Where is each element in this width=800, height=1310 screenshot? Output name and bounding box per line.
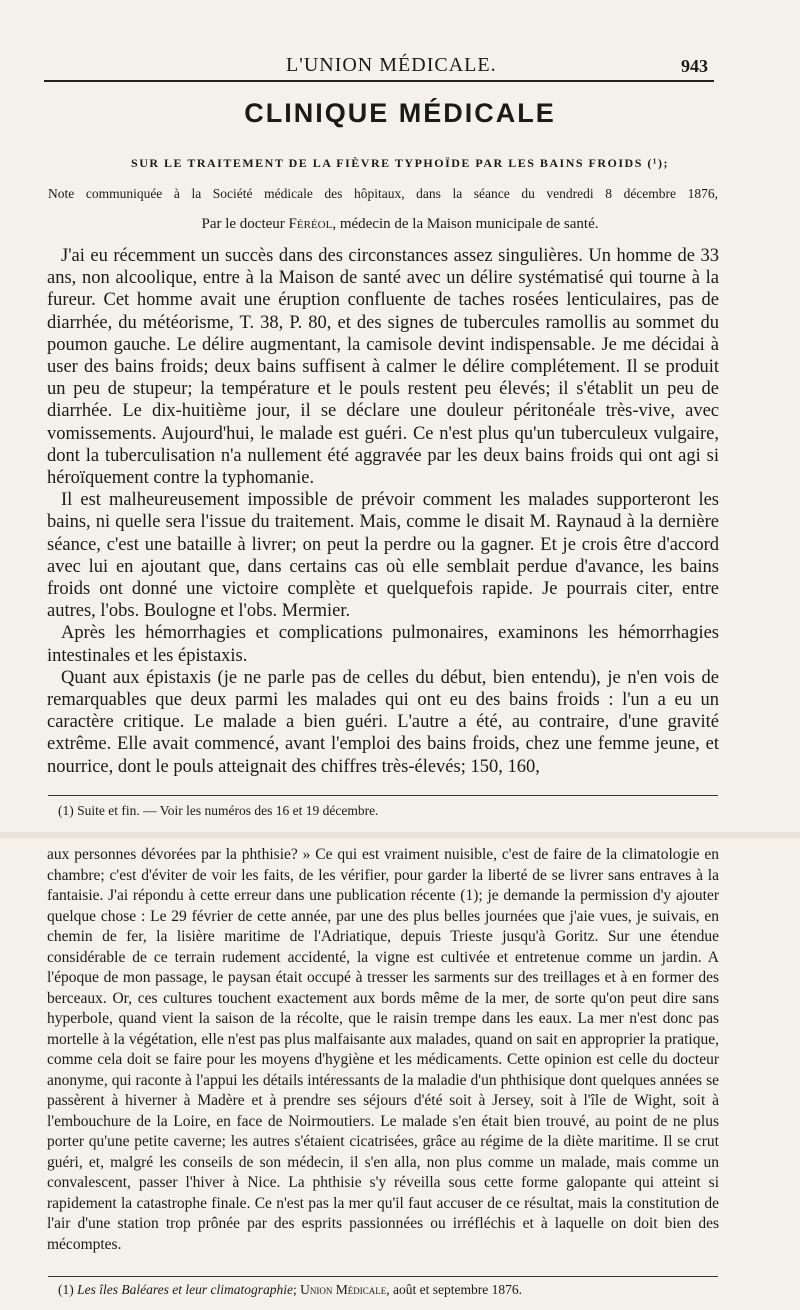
- footnote: (1) Suite et fin. — Voir les numéros des 16 et 19 décembre.: [58, 803, 379, 818]
- author-suffix: , médecin de la Maison municipale de santé.: [332, 216, 599, 232]
- author-prefix: Par le docteur: [201, 216, 285, 232]
- paragraph: J'ai eu récemment un succès dans des circonstances assez singulières. Un homme de 33 ans, non alcoolique, entre à la Maison de santé avec un délire systématisé qui tourne à la fureur. Cet homme avait une éruption confluente de taches rosées lenticulaires, pas de diarrhée, du météorisme, T. 38, P. 80, et des signes de tubercules ramollis au sommet du poumon gauche. Le délire augmentant, la camisole devint indispensable. Je me décidai à user des bains froids; deux bains suffisent à calmer le délire complétement. Il se produit un peu de stupeur; la température et le pouls restent peu élevés; il s'établit un peu de diarrhée. Le dix-huitième jour, il se déclare une douleur péritonéale très-vive, avec vomissements. Aujourd'hui, le malade est guéri. Ce n'est plus qu'un tuberculeux vulgaire, dont la tuberculisation n'a nullement été aggravée par les deux bains froids qui ont agi si héroïquement contre la typhomanie.: [47, 246, 719, 489]
- footnote-2: [58, 1282, 522, 1298]
- paragraph: Il est malheureusement impossible de prévoir comment les malades supporteront les bains, ni quelle sera l'issue du traitement. Mais, comme le disait M. Raynaud à la dernière séance, c'est une bataille à livrer; on peut la perdre ou la gagner. Et je crois être d'accord avec lui en ajoutant que, dans certains cas où elle semblait perdue d'avance, les bains froids ont donné une victoire complète et quelquefois rapide. Je pourrais citer, entre autres, l'obs. Boulogne et l'obs. Mermier.: [47, 490, 719, 622]
- footnote-title: Les îles Baléares et leur climatographie: [77, 1282, 293, 1297]
- page-number: 943: [681, 56, 708, 76]
- author-name: Féréol: [288, 216, 333, 232]
- continuation-text: aux personnes dévorées par la phthisie? » Ce qui est vraiment nuisible, c'est de faire de la climatologie en chambre; c'est d'éviter de voir les faits, de les vérifier, pour garder la liberté de se livrer sans entraves à la fantaisie. J'ai répondu à cette erreur dans une publication récente (1); je demande la permission d'y ajouter quelque chose : Le 29 février de cette année, par une des plus belles journées que j'aie vues, je suivais, en chemin de fer, la lisière maritime de l'Adriatique, depuis Trieste jusqu'à Goritz. Sur une étendue considérable de ce terrain rudement accidenté, la vigne est cultivée et entretenue comme un jardin. A l'époque de mon passage, le paysan était occupé à tresser les sarments sur des treillages et à en former des berceaux. Or, ces cultures touchent exactement aux bords même de la mer, de sorte qu'on peut dire sans hyperbole, quand vient la saison de la récolte, que le raisin trempe dans les eaux. La mer n'est donc pas mortelle à la végétation, elle n'est pas plus malfaisante aux malades, quand on sait en approprier la pratique, comme cela doit se faire pour les moyens d'hygiène et les médicaments. Cette opinion est celle du docteur anonyme, qui raconte à l'appui les détails intéressants de la maladie d'un phthisique dont quelques années se passèrent à hiverner à Madère et à prendre ses séjours d'été soit à Jersey, soit à l'île de Wight, soit à l'embouchure de la Loire, en face de Noirmoutiers. Le malade s'en était bien trouvé, au point de ne plus porter qu'une petite caverne; les autres s'étaient cicatrisées, grâce au régime de la diète maritime. Il se crut guéri, et, malgré les conseils de son médecin, il s'en alla, non plus comme un malade, mais comme un convalescent, passer l'hiver à Nice. La phthisie s'y réveilla sous cette forme galopante qui atteint si rapidement la catastrophe finale. Ce n'est pas la mer qu'il faut accuser de ce résultat, mais la constitution de l'air d'une station trop prônée par des esprits passionnées ou irréfléchis et à laquelle on doit bien des mécomptes.: [47, 846, 719, 1253]
- page-separator: [0, 832, 800, 838]
- running-header: [0, 52, 800, 82]
- footnote-date: , août et septembre 1876.: [386, 1282, 522, 1297]
- footnote-journal: Union Médicale: [300, 1282, 387, 1297]
- article-body: [47, 245, 719, 778]
- header-rule: [44, 80, 714, 82]
- author-line: [0, 216, 800, 233]
- footnote-rule-2: [48, 1276, 718, 1277]
- section-title: CLINIQUE MÉDICALE: [244, 98, 556, 128]
- paragraph: Quant aux épistaxis (je ne parle pas de celles du début, bien entendu), je n'en vois de remarquables que deux parmi les malades qui ont eu des bains froids : l'un a eu un caractère critique. Le malade a bien guéri. L'autre a été, au contraire, d'une gravité extrême. Elle avait commencé, avant l'emploi des bains froids, chez une femme jeune, et nourrice, dont le pouls atteignait des chiffres très-élevés; 150, 160,: [47, 667, 719, 777]
- article-title: SUR LE TRAITEMENT DE LA FIÈVRE TYPHOÏDE PAR LES BAINS FROIDS (¹);: [131, 156, 669, 170]
- article-note: Note communiquée à la Société médicale des hôpitaux, dans la séance du vendredi 8 décembre 1876,: [48, 186, 718, 201]
- paragraph: Après les hémorrhagies et complications pulmonaires, examinons les hémorrhagies intestinales et les épistaxis.: [47, 623, 719, 666]
- footnote-separator: ;: [292, 1282, 297, 1297]
- footnote-number: (1): [58, 1282, 74, 1297]
- running-title: L'UNION MÉDICALE.: [286, 54, 497, 76]
- footnote-rule: [48, 795, 718, 796]
